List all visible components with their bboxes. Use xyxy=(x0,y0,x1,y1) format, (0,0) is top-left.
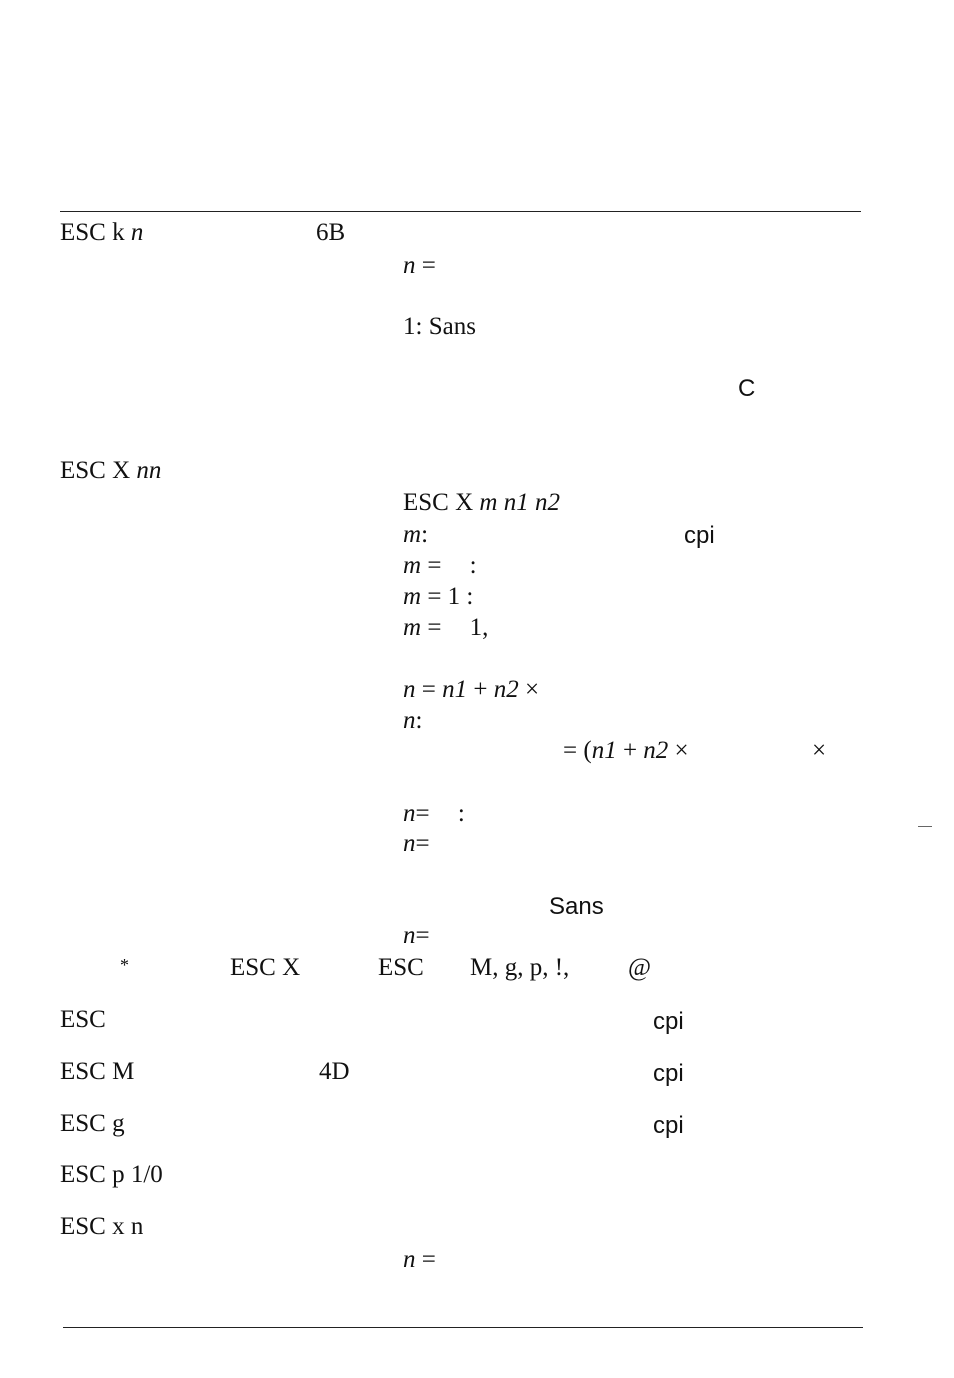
var: m xyxy=(403,614,422,641)
cmd-esc-p: ESC p 1/0 xyxy=(60,1161,163,1188)
cmd-esc-k-n xyxy=(60,218,143,248)
sans-label: Sans xyxy=(549,893,604,920)
times: × xyxy=(674,737,689,764)
hex-6b: 6B xyxy=(316,219,346,246)
hex-4d: 4D xyxy=(319,1058,350,1085)
var: m xyxy=(403,583,422,610)
letter-c: C xyxy=(738,375,756,402)
footnote-asterisk: * xyxy=(120,955,129,975)
paren-formula xyxy=(563,736,689,766)
esc-x-sequence xyxy=(403,488,560,518)
n-formula xyxy=(403,675,539,705)
bottom-rule xyxy=(63,1327,863,1328)
n2: n2 xyxy=(534,489,560,516)
x-n-equals xyxy=(403,1245,436,1275)
note-esc: ESC xyxy=(378,954,424,981)
m-equals-line-1 xyxy=(403,551,477,581)
times-sign: × xyxy=(812,737,827,764)
n1: n1 xyxy=(503,489,529,516)
var: n xyxy=(403,830,416,857)
eq: = xyxy=(415,922,430,949)
cmd-param: n xyxy=(130,219,144,246)
eq: = xyxy=(427,552,442,579)
cmd-esc: ESC xyxy=(60,1006,106,1033)
times: × xyxy=(524,676,540,703)
eq: = xyxy=(421,252,436,279)
n-equals-colon xyxy=(403,799,465,829)
eq: = xyxy=(427,614,442,641)
n-equals-2 xyxy=(403,829,430,859)
eq: = xyxy=(415,800,430,827)
m-equals-line-3 xyxy=(403,613,488,643)
var: m xyxy=(403,521,422,548)
var: n xyxy=(403,707,416,734)
cpi-label: cpi xyxy=(653,1112,684,1139)
plus: + xyxy=(622,737,638,764)
eq: = ( xyxy=(563,737,592,764)
m-equals-line-2 xyxy=(403,582,473,612)
note-at: @ xyxy=(628,954,652,981)
k-n-equals xyxy=(403,251,436,281)
cmd: ESC X xyxy=(403,489,474,516)
var: n xyxy=(403,1246,416,1273)
var: n xyxy=(403,800,416,827)
var: n xyxy=(403,252,416,279)
n1: n1 xyxy=(442,676,468,703)
m: m xyxy=(479,489,498,516)
n-equals-3 xyxy=(403,921,430,951)
var: n xyxy=(403,922,416,949)
eq: = xyxy=(421,1246,436,1273)
note-list: M, g, p, !, xyxy=(470,954,570,981)
colon: : xyxy=(421,521,429,548)
option-sans: 1: Sans xyxy=(403,313,476,340)
top-rule xyxy=(60,211,861,212)
scan-mark xyxy=(918,826,932,827)
var: m xyxy=(403,552,422,579)
plus: + xyxy=(473,676,488,703)
val: 1, xyxy=(469,614,489,641)
colon: : xyxy=(469,552,477,579)
m-colon xyxy=(403,520,428,550)
cpi-label: cpi xyxy=(684,522,715,549)
cpi-label: cpi xyxy=(653,1060,684,1087)
n2: n2 xyxy=(643,737,669,764)
colon: : xyxy=(457,800,465,827)
note-esc-x: ESC X xyxy=(230,954,301,981)
cmd-esc-g: ESC g xyxy=(60,1110,125,1137)
n1: n1 xyxy=(591,737,617,764)
n-colon xyxy=(403,706,422,736)
colon: : xyxy=(415,707,423,734)
eq: = 1 : xyxy=(427,583,474,610)
cmd-esc-x-n: ESC x n xyxy=(60,1213,144,1240)
eq: = xyxy=(421,676,436,703)
cmd-text: ESC k xyxy=(60,219,125,246)
cmd-text: ESC X xyxy=(60,457,131,484)
cpi-label: cpi xyxy=(653,1008,684,1035)
cmd-esc-m: ESC M xyxy=(60,1058,135,1085)
cmd-param: nn xyxy=(136,457,162,484)
n2: n2 xyxy=(493,676,519,703)
cmd-esc-x-nn xyxy=(60,456,161,486)
eq: = xyxy=(415,830,430,857)
var: n xyxy=(403,676,416,703)
